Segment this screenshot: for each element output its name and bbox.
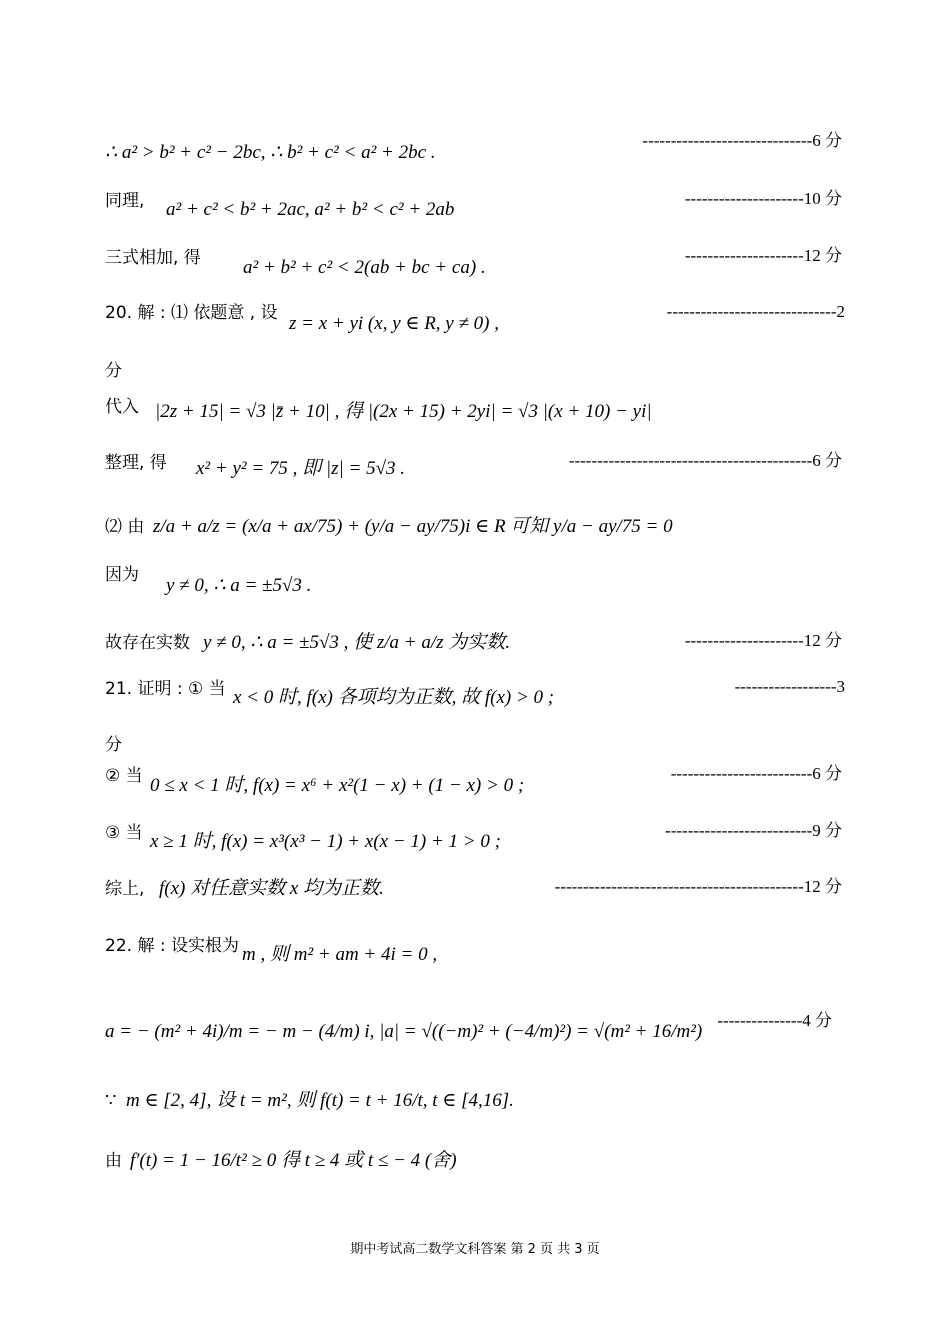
line-16-label: 22. 解 : 设实根为 <box>105 936 239 956</box>
line-4-score: ------------------------------2 <box>666 302 845 321</box>
line-13-math: 0 ≤ x < 1 时, f(x) = x⁶ + x²(1 − x) + (1 − x) > 0 ; <box>150 775 525 796</box>
line-13-score: -------------------------6 分 <box>670 764 842 783</box>
line-18-math: m ∈ [2, 4], 设 t = m², 则 f(t) = t + 16/t, t ∈ [4,16]. <box>126 1090 514 1111</box>
line-15-math: f(x) 对任意实数 x 均为正数. <box>159 878 384 899</box>
line-14-math: x ≥ 1 时, f(x) = x³(x³ − 1) + x(x − 1) + 1 > 0 ; <box>150 831 501 852</box>
line-17-math: a = − (m² + 4i)/m = − m − (4/m) i, |a| = √((−m)² + (−4/m)²) = √(m² + 16/m²) <box>105 1021 703 1042</box>
line-3-score: ---------------------12 分 <box>684 246 842 265</box>
line-10-score: ---------------------12 分 <box>684 631 842 650</box>
line-7-math: x² + y² = 75 , 即 |z| = 5√3 . <box>196 458 405 479</box>
line-13-label: ② 当 <box>105 766 143 786</box>
line-9-math: y ≠ 0, ∴ a = ±5√3 . <box>166 575 312 596</box>
line-7-label: 整理, 得 <box>105 453 167 473</box>
line-10-label: 故存在实数 <box>105 633 190 653</box>
line-15-score: --------------------------------------------12 分 <box>554 877 842 896</box>
line-2-label: 同理, <box>105 191 145 211</box>
line-11-label: 21. 证明 : ① 当 <box>105 679 226 699</box>
line-19-label: 由 <box>105 1151 122 1171</box>
line-8-label: ⑵ 由 <box>105 517 145 537</box>
line-6-math: |2z + 15| = √3 |z̄ + 10| , 得 |(2x + 15) + 2yi| = √3 |(x + 10) − yi| <box>155 401 652 422</box>
line-6-label: 代入 <box>105 397 139 417</box>
line-11-math: x < 0 时, f(x) 各项均为正数, 故 f(x) > 0 ; <box>233 687 555 708</box>
line-16-math: m , 则 m² + am + 4i = 0 , <box>242 944 438 965</box>
line-14-label: ③ 当 <box>105 823 143 843</box>
line-12-label: 分 <box>105 735 122 755</box>
line-11-score: ------------------3 <box>734 677 845 696</box>
line-4-label: 20. 解 : ⑴ 依题意 , 设 <box>105 303 278 323</box>
line-2-score: ---------------------10 分 <box>684 189 842 208</box>
line-19-math: f′(t) = 1 − 16/t² ≥ 0 得 t ≥ 4 或 t ≤ − 4 (舍) <box>130 1150 457 1171</box>
line-5-label: 分 <box>105 361 122 381</box>
line-9-label: 因为 <box>105 565 139 585</box>
line-7-score: -------------------------------------------6 分 <box>568 451 842 470</box>
line-3-label: 三式相加, 得 <box>105 248 201 268</box>
line-1-score: ------------------------------6 分 <box>642 131 842 150</box>
line-15-label: 综上, <box>105 879 145 899</box>
page-footer: 期中考试高二数学文科答案 第 2 页 共 3 页 <box>350 1242 600 1257</box>
line-1-math: ∴ a² > b² + c² − 2bc, ∴ b² + c² < a² + 2bc . <box>105 142 436 163</box>
line-10-math: y ≠ 0, ∴ a = ±5√3 , 使 z/a + a/z 为实数. <box>203 632 511 653</box>
line-14-score: --------------------------9 分 <box>665 821 842 840</box>
line-3-math: a² + b² + c² < 2(ab + bc + ca) . <box>243 257 486 278</box>
line-2-math: a² + c² < b² + 2ac, a² + b² < c² + 2ab <box>166 199 455 220</box>
line-4-math: z = x + yi (x, y ∈ R, y ≠ 0) , <box>289 313 499 334</box>
line-17-score: ---------------4 分 <box>717 1011 832 1030</box>
line-8-math: z/a + a/z = (x/a + ax/75) + (y/a − ay/75)i ∈ R 可知 y/a − ay/75 = 0 <box>153 516 673 537</box>
line-18-label: ∵ <box>105 1090 117 1111</box>
